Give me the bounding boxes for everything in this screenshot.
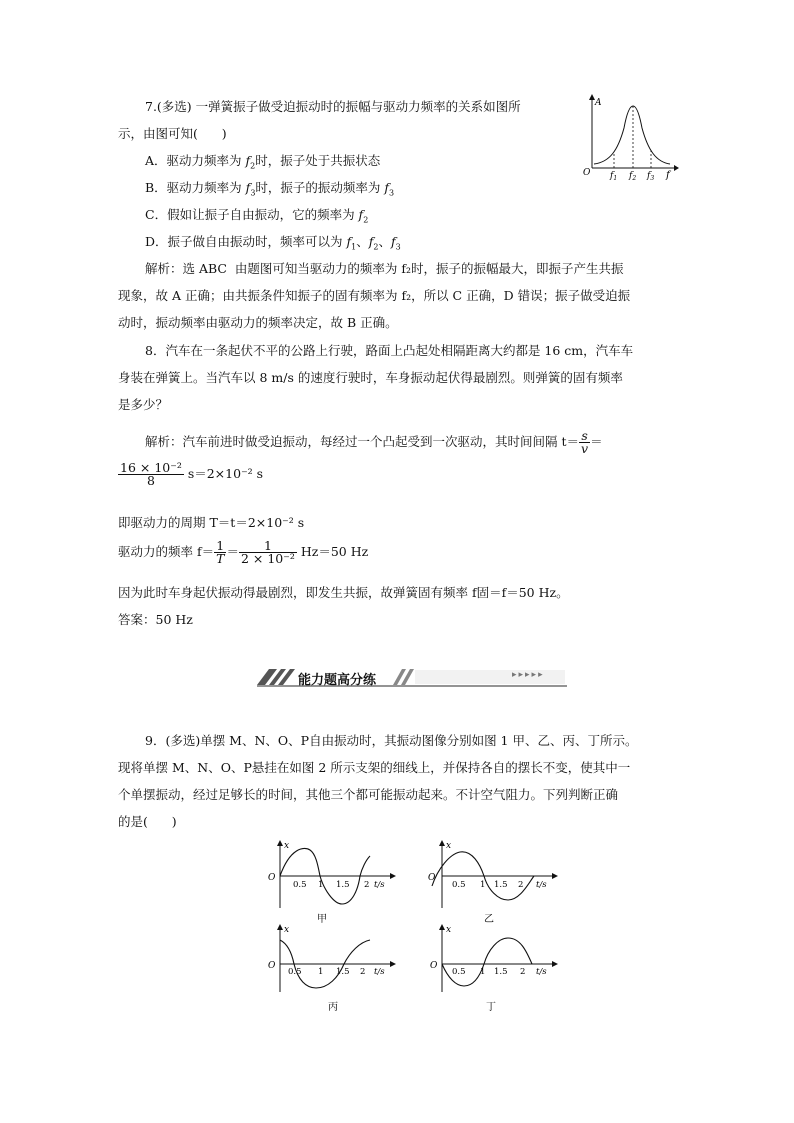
jia-t-arrow [390, 873, 396, 879]
q8-stem-line1: 8．汽车在一条起伏不平的公路上行驶，路面上凸起处相隔距离大约都是 16 cm，汽车车 [145, 343, 634, 358]
q7-option-b-var2: f [384, 180, 390, 195]
jia-tick-1.5: 1.5 [336, 880, 350, 890]
q7-analysis-line2: 现象，故 A 正确；由共振条件知振子的固有频率为 f₂，所以 C 正确，D 错误；振子做受迫振 [118, 288, 631, 303]
q7-option-b-var: f [245, 180, 251, 195]
q8-frac3-den: T [216, 551, 225, 566]
q7-option-c-text: C．假如让振子自由振动，它的频率为 [145, 207, 359, 222]
q8-solution-line4-text: 驱动力的频率 f＝ [118, 544, 215, 559]
q7-analysis-line3: 动时，振动频率由驱动力的频率决定，故 B 正确。 [118, 315, 398, 330]
graph-jia [262, 838, 400, 930]
q8-frac4-num: 1 [239, 540, 297, 553]
ding-t-arrow [552, 961, 558, 967]
q7-option-d-f2: f [368, 234, 374, 249]
yi-x-label: x [446, 841, 452, 851]
q7-y-label: A [595, 98, 602, 108]
q7-option-b-sub2: 3 [389, 188, 395, 198]
yi-tick-1: 1 [480, 880, 486, 890]
ding-origin: O [430, 961, 438, 971]
bing-vertical-arrow [277, 924, 283, 930]
q8-equals: ＝ [590, 434, 603, 449]
q7-option-c [145, 205, 368, 225]
q7-resonance-figure [580, 90, 680, 182]
q8-fraction-distance [118, 462, 184, 487]
ding-t-label: t/s [536, 967, 547, 977]
q7-option-a-text: A．驱动力频率为 [145, 153, 246, 168]
q8-solution-line5: 因为此时车身起伏振动得最剧烈，即发生共振，故弹簧固有频率 f固＝f＝50 Hz。 [118, 585, 569, 600]
q8-frac-den: v [581, 441, 589, 456]
q7-f2-label: $f_2$ [629, 171, 637, 182]
bing-caption: 丙 [328, 1002, 338, 1013]
q8-solution-line1-text: 解析：汽车前进时做受迫振动，每经过一个凸起受到一次驱动，其时间间隔 t＝ [145, 434, 579, 449]
yi-t-arrow [552, 873, 558, 879]
yi-vertical-arrow [439, 840, 445, 846]
q9-stem-line3: 个单摆振动，经过足够长的时间，其他三个都可能振动起来。不计空气阻力。下列判断正确 [118, 787, 619, 802]
q7-option-d-sep2: 、 [378, 234, 391, 249]
q7-option-b-text: B．驱动力频率为 [145, 180, 246, 195]
jia-x-label: x [284, 841, 290, 851]
q7-option-d-f1: f [346, 234, 352, 249]
bing-tick-1: 1 [318, 967, 324, 977]
q9-stem-line1: 9．(多选)单摆 M、N、O、P自由振动时，其振动图像分别如图 1 甲、乙、丙、丁所示。 [145, 733, 638, 748]
q7-option-b-mid: 时，振子的振动频率为 [255, 180, 385, 195]
yi-tick-1.5: 1.5 [494, 880, 508, 890]
bing-tick-2: 2 [360, 967, 366, 977]
q7-option-d-f3: f [391, 234, 396, 249]
jia-caption: 甲 [317, 914, 327, 925]
q8-solution-line2 [118, 462, 263, 487]
q7-stem-line2: 示，由图可知( ) [118, 126, 227, 141]
q7-option-a-var: f [245, 153, 251, 168]
q8-stem-line3: 是多少？ [118, 397, 169, 412]
q7-option-b-sub: 3 [250, 188, 256, 198]
q7-analysis-line1: 解析：选 ABC 由题图可知当驱动力的频率为 f₂时，振子的振幅最大，即振子产生共振 [145, 261, 624, 276]
ding-caption: 丁 [486, 1002, 496, 1013]
banner-title: 能力题高分练 [298, 673, 377, 688]
q8-frac3-num: 1 [214, 540, 226, 553]
q7-option-a-sub: 2 [250, 161, 256, 171]
q7-option-d-text: D．振子做自由振动时，频率可以为 [145, 234, 347, 249]
q7-option-a [145, 151, 380, 171]
bing-origin: O [268, 961, 276, 971]
ding-vertical-arrow [439, 924, 445, 930]
q8-fraction-1-over-T [214, 540, 226, 565]
jia-origin: O [268, 873, 276, 883]
ding-tick-1: 1 [480, 967, 486, 977]
bing-t-label: t/s [374, 967, 385, 977]
q8-fraction-s-over-v [579, 430, 590, 455]
jia-vertical-arrow [277, 840, 283, 846]
q9-stem-line4: 的是( ) [118, 814, 177, 829]
jia-t-label: t/s [374, 880, 385, 890]
q7-x-arrow [674, 165, 679, 171]
banner-arrows: ▸▸▸▸▸ [512, 670, 545, 680]
q7-option-d-s1: 1 [351, 242, 357, 252]
ding-tick-1.5: 1.5 [494, 967, 508, 977]
ding-x-label: x [446, 925, 452, 935]
q7-f1-label: $f_1$ [610, 171, 618, 182]
q8-answer: 答案：50 Hz [118, 612, 193, 627]
q8-stem-line2: 身装在弹簧上。当汽车以 8 m/s 的速度行驶时，车身振动起伏得最剧烈。则弹簧的固有频率 [118, 370, 623, 385]
q7-origin-label: O [583, 168, 591, 178]
q7-x-label: f [666, 170, 670, 181]
q7-option-d [145, 232, 401, 252]
yi-tick-2: 2 [518, 880, 524, 890]
q7-option-c-var: f [358, 207, 364, 222]
q8-frac2-num: 16 × 10⁻² [120, 460, 182, 475]
yi-caption: 乙 [484, 914, 494, 925]
graph-ding [424, 922, 562, 1014]
q7-resonance-curve [594, 106, 670, 164]
jia-tick-0.5: 0.5 [293, 880, 307, 890]
bing-tick-1.5: 1.5 [336, 967, 350, 977]
ding-curve [442, 938, 532, 986]
q8-equals-2: ＝ [226, 544, 239, 559]
q8-frac2-den: 8 [146, 473, 155, 488]
jia-tick-2: 2 [364, 880, 370, 890]
yi-tick-0.5: 0.5 [452, 880, 466, 890]
jia-tick-1: 1 [318, 880, 324, 890]
q8-solution-line4 [118, 540, 368, 565]
ding-tick-2: 2 [520, 967, 526, 977]
q8-fraction-period [239, 540, 297, 565]
bing-t-arrow [390, 961, 396, 967]
q7-option-b [145, 178, 394, 198]
yi-t-label: t/s [536, 880, 547, 890]
yi-origin: O [428, 873, 436, 883]
bing-tick-0.5: 0.5 [288, 967, 302, 977]
graph-yi [424, 838, 562, 930]
q8-solution-line3: 即驱动力的周期 T＝t＝2×10⁻² s [118, 515, 305, 530]
q7-option-a-post: 时，振子处于共振状态 [255, 153, 381, 168]
q7-option-c-sub: 2 [363, 215, 369, 225]
ding-tick-0.5: 0.5 [452, 967, 466, 977]
q7-stem-line1: 7.(多选) 一弹簧振子做受迫振动时的振幅与驱动力频率的关系如图所 [145, 99, 521, 114]
q7-option-d-sep1: 、 [356, 234, 369, 249]
q8-solution-line4-post: Hz＝50 Hz [296, 544, 369, 559]
q8-frac4-den: 2 × 10⁻² [240, 551, 295, 566]
q8-frac-num: s [579, 430, 590, 443]
graph-bing [262, 922, 400, 1014]
q7-option-d-s3: 3 [395, 242, 401, 252]
q8-solution-line1 [145, 430, 603, 455]
q8-solution-line2-rest: s＝2×10⁻² s [183, 466, 264, 481]
q7-f3-label: $f_3$ [647, 171, 655, 182]
q9-stem-line2: 现将单摆 M、N、O、P悬挂在如图 2 所示支架的细线上，并保持各自的摆长不变，使其中一 [118, 760, 631, 775]
q7-option-d-s2: 2 [373, 242, 379, 252]
bing-x-label: x [284, 925, 290, 935]
